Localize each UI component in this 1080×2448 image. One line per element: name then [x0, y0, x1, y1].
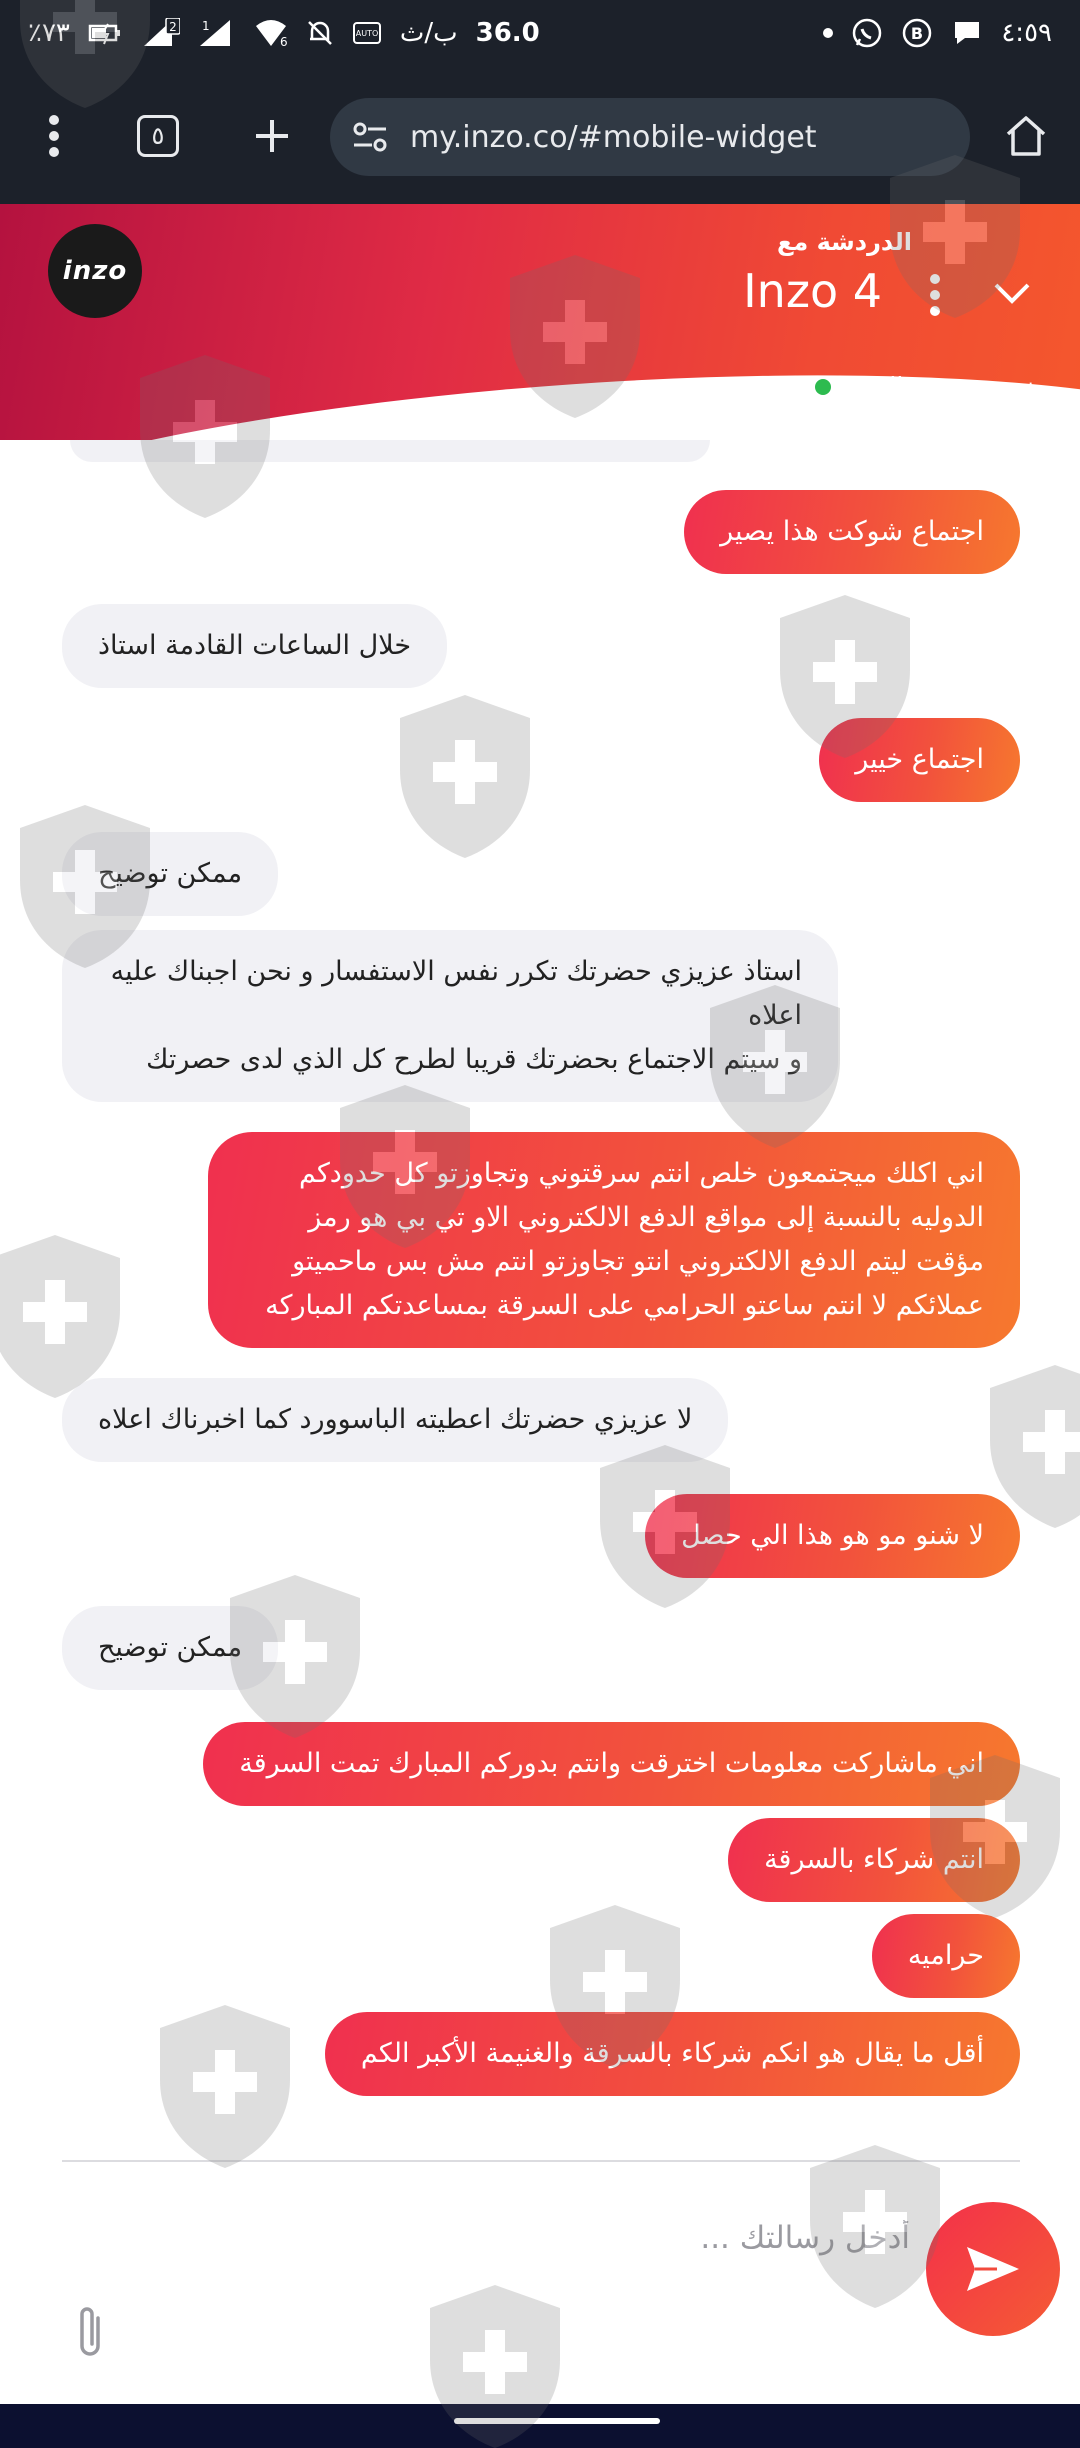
message-agent: لا عزيزي حضرتك اعطيته الباسوورد كما اخبرناك اعلاه	[62, 1378, 728, 1462]
send-icon	[963, 2243, 1023, 2295]
new-tab-button[interactable]	[232, 96, 312, 176]
composer-divider	[62, 2160, 1020, 2162]
tab-switcher-button[interactable]	[118, 96, 198, 176]
browser-toolbar	[0, 66, 1080, 204]
agent-status	[815, 372, 1034, 401]
message-user: اجتماع شوكت هذا يصير	[684, 490, 1020, 574]
plus-icon	[252, 116, 292, 156]
address-bar[interactable]	[330, 98, 970, 176]
wifi-icon	[254, 18, 288, 48]
minimize-chat-button[interactable]	[984, 266, 1040, 322]
message-list[interactable]	[0, 440, 1080, 2160]
battery-charging-icon	[88, 20, 124, 46]
kebab-menu-icon	[928, 273, 942, 317]
attach-button[interactable]	[66, 2302, 116, 2362]
battery-percent: ٪٧٣	[28, 18, 70, 48]
svg-text:B: B	[911, 24, 924, 43]
whatsapp-icon	[851, 17, 883, 49]
clock: ٤:٥٩	[1001, 18, 1052, 48]
signal-sim2-icon	[142, 18, 180, 48]
messages-icon	[951, 18, 983, 48]
message-agent: خلال الساعات القادمة استاذ	[62, 604, 447, 688]
message-user: اني اكلك ميجتمعون خلص انتم سرقتوني وتجاوزتو كل حدودكم الدوليه بالنسبة إلى مواقع الدفع الالكتروني الاو تي بي هو رمز مؤقت ليتم الدفع الالكتروني انتو تجاوزتو انتم مش بس ماحميتو عملائكم لا انتم ساعتو الحرامي على السرقة بمساعدتكم المباركه	[208, 1132, 1020, 1348]
notifications-off-icon	[306, 19, 334, 47]
chat-options-button[interactable]	[920, 260, 950, 330]
truncated-message	[70, 440, 710, 462]
browser-menu-button[interactable]	[14, 96, 94, 176]
sim2-badge: 2	[169, 20, 177, 34]
system-nav-bar	[0, 2404, 1080, 2448]
url-text: my.inzo.co/#mobile-widget	[410, 119, 817, 155]
message-user: اجتماع خيير	[819, 718, 1020, 802]
agent-name: Inzo 4	[743, 264, 882, 318]
wifi-badge: 6	[279, 35, 288, 48]
chevron-down-icon	[992, 281, 1032, 307]
auto-label: AUTO	[355, 29, 379, 38]
message-user: اني ماشاركت معلومات اخترقت وانتم بدوركم المبارك تمت السرقة	[203, 1722, 1020, 1806]
message-input[interactable]	[300, 2210, 910, 2266]
message-line: استاذ عزيزي حضرتك تكرر نفس الاستفسار و نحن اجبناك عليه اعلاه	[110, 956, 802, 1031]
signal-sim1-icon	[198, 18, 236, 48]
inzo-logo: inzo	[48, 224, 142, 318]
paperclip-icon	[74, 2304, 108, 2360]
online-indicator	[815, 379, 831, 395]
network-speed: 36.0	[475, 18, 540, 48]
kebab-menu-icon	[47, 114, 61, 158]
tab-count-badge: ٥	[137, 115, 179, 157]
network-speed-unit: ب/ث	[399, 18, 458, 48]
gesture-handle[interactable]	[454, 2418, 660, 2424]
chat-with-caption: الدردشة مع	[777, 228, 912, 256]
chat-header	[0, 204, 1080, 440]
status-right	[823, 17, 1052, 49]
status-left	[28, 18, 540, 48]
message-agent: ممكن توضيح	[62, 1606, 278, 1690]
message-line: و سيتم الاجتماع بحضرتك قريبا لطرح كل الذي لدى حصرتك	[146, 1044, 802, 1075]
message-agent	[62, 930, 838, 1102]
home-button[interactable]	[986, 96, 1066, 176]
send-button[interactable]	[926, 2202, 1060, 2336]
message-user: حراميه	[872, 1914, 1020, 1998]
message-user: أقل ما يقال هو انكم شركاء بالسرقة والغنيمة الأكبر الكم	[325, 2012, 1020, 2096]
status-text: نحن نرد في الحال	[846, 372, 1034, 401]
site-settings-icon	[352, 121, 388, 153]
message-agent: ممكن توضيح	[62, 832, 278, 916]
notification-dot-icon	[823, 28, 833, 38]
message-user: لا شنو مو هو هذا الي حصل	[645, 1494, 1020, 1578]
whatsapp-business-icon	[901, 17, 933, 49]
message-user: انتم شركاء بالسرقة	[728, 1818, 1020, 1902]
sim1-badge: 1	[201, 19, 210, 33]
home-icon	[1004, 114, 1048, 158]
auto-brightness-icon	[352, 19, 382, 47]
status-bar	[0, 0, 1080, 66]
